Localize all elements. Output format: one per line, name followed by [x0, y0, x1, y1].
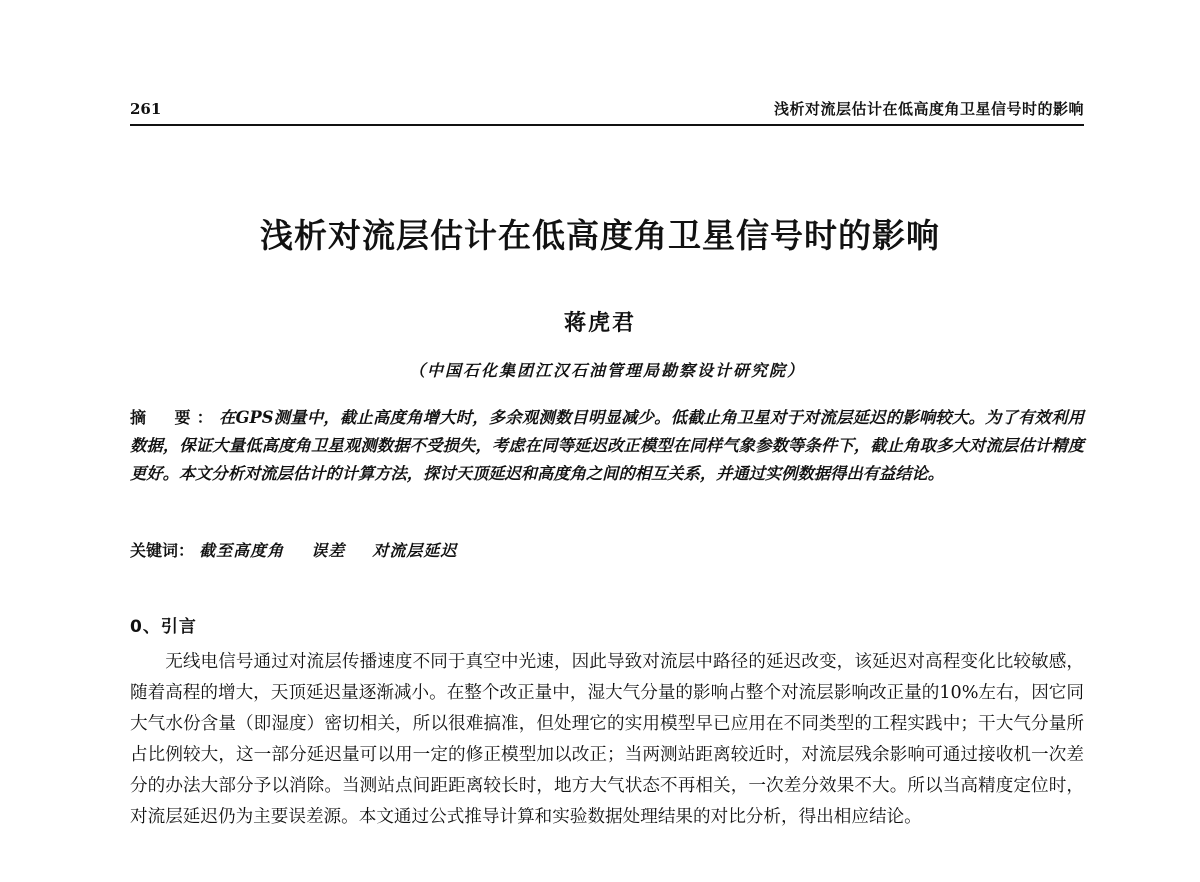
abstract — [130, 404, 1084, 488]
keyword: 截至高度角 — [199, 541, 285, 560]
keyword: 对流层延迟 — [372, 541, 458, 560]
section-heading: 0、引言 — [130, 617, 197, 637]
author-name: 蒋虎君 — [563, 310, 636, 336]
running-header — [130, 96, 1084, 126]
abstract-text: 在GPS测量中，截止高度角增大时，多余观测数目明显减少。低截止角卫星对于对流层延迟的影响较大。为了有效利用数据，保证大量低高度角卫星观测数据不受损失，考虑在同等延迟改正模型在同样气象参数等条件下，截止角取多大对流层估计精度更好。本文分析对流层估计的计算方法，探讨天顶延迟和高度角之间的相互关系，并通过实例数据得出有益结论。 — [130, 408, 1084, 483]
body-paragraph: 无线电信号通过对流层传播速度不同于真空中光速，因此导致对流层中路径的延迟改变，该延迟对高程变化比较敏感，随着高程的增大，天顶延迟量逐渐减小。在整个改正量中，湿大气分量的影响占整个对流层影响改正量的10%左右，因它同大气水份含量（即湿度）密切相关，所以很难搞准，但处理它的实用模型早已应用在不同类型的工程实践中；干大气分量所占比例较大，这一部分延迟量可以用一定的修正模型加以改正；当两测站距离较近时，对流层残余影响可通过接收机一次差分的办法大部分予以消除。当测站点间距距离较长时，地方大气状态不再相关，一次差分效果不大。所以当高精度定位时，对流层延迟仍为主要误差源。本文通过公式推导计算和实验数据处理结果的对比分析，得出相应结论。 — [130, 652, 1084, 827]
keyword: 误差 — [311, 541, 346, 560]
page-number: 261 — [130, 100, 162, 118]
paper-title: 浅析对流层估计在低高度角卫星信号时的影响 — [260, 216, 940, 255]
keywords-label: 关键词： — [130, 541, 195, 560]
running-title: 浅析对流层估计在低高度角卫星信号时的影响 — [773, 100, 1084, 118]
author-affiliation: （中国石化集团江汉石油管理局勘察设计研究院） — [408, 361, 805, 380]
abstract-label: 摘 要： — [130, 408, 220, 427]
keywords — [130, 538, 1084, 561]
